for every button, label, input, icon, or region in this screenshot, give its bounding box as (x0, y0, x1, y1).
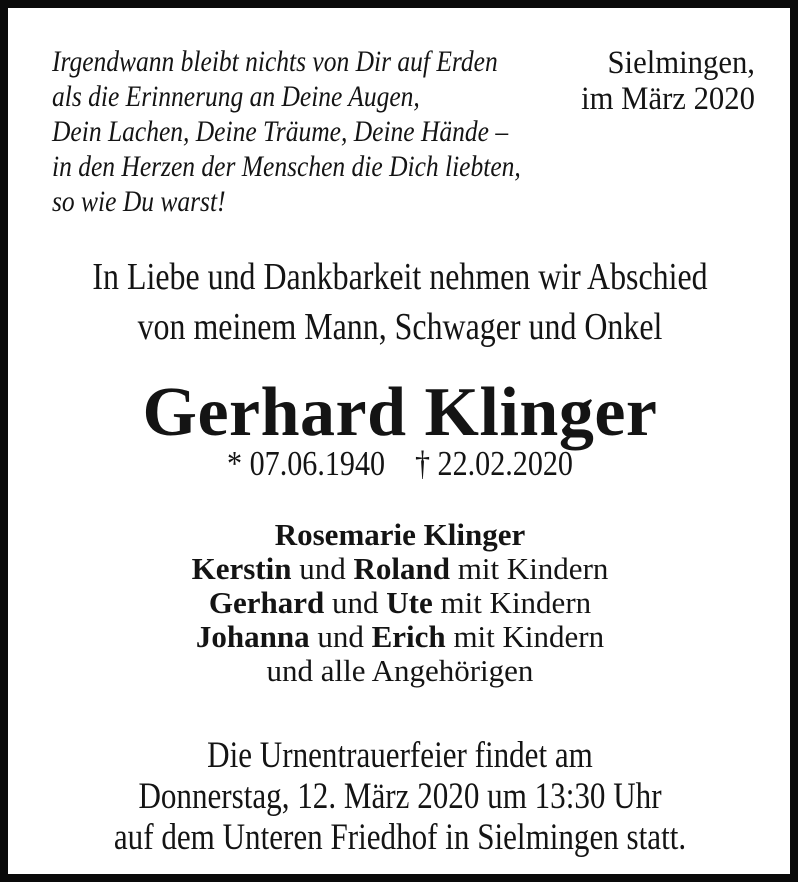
mourner-name: Johanna (195, 619, 310, 654)
mourner-family-line (0, 552, 800, 586)
conjunction: und (299, 551, 346, 586)
epigraph-line: Irgendwann bleibt nichts von Dir auf Erden (52, 45, 498, 78)
death-date: † 22.02.2020 (414, 444, 573, 483)
mourner-name: Gerhard (208, 585, 325, 620)
mourners-closing: und alle Angehörigen (266, 653, 534, 688)
family-suffix: mit Kindern (453, 619, 605, 654)
epigraph-line: in den Herzen der Menschen die Dich liebten, (52, 150, 521, 183)
place-name: Sielmingen, (607, 45, 755, 81)
life-dates (56, 444, 744, 484)
birth-date: * 07.06.1940 (227, 444, 386, 483)
epigraph-poem (52, 44, 521, 219)
ceremony-line: Die Urnentrauerfeier findet am (207, 735, 593, 776)
conjunction: und (331, 585, 379, 620)
ceremony-line: Donnerstag, 12. März 2020 um 13:30 Uhr (138, 776, 662, 817)
farewell-intro-line: In Liebe und Dankbarkeit nehmen wir Abschied (92, 256, 708, 298)
place-date-block (581, 45, 755, 117)
mourner-family-line (0, 586, 800, 620)
mourner-name: Roland (353, 551, 450, 586)
mourners-list (0, 518, 800, 688)
mourner-widow: Rosemarie Klinger (274, 517, 526, 552)
mourner-name: Erich (371, 619, 446, 654)
ceremony-line: auf dem Unteren Friedhof in Sielmingen statt. (113, 817, 687, 858)
farewell-intro-line: von meinem Mann, Schwager und Onkel (137, 306, 663, 348)
conjunction: und (317, 619, 364, 654)
mourner-family-line (0, 620, 800, 654)
epigraph-line: Dein Lachen, Deine Träume, Deine Hände – (52, 115, 509, 148)
deceased-name: Gerhard Klinger (142, 374, 658, 451)
epigraph-line: so wie Du warst! (52, 185, 226, 218)
family-suffix: mit Kindern (457, 551, 609, 586)
mourner-name: Kerstin (191, 551, 292, 586)
family-suffix: mit Kindern (440, 585, 592, 620)
farewell-intro (64, 252, 736, 352)
mourner-name: Ute (386, 585, 433, 620)
ceremony-details (64, 735, 736, 858)
epigraph-line: als die Erinnerung an Deine Augen, (52, 80, 420, 113)
notice-date: im März 2020 (581, 81, 755, 117)
